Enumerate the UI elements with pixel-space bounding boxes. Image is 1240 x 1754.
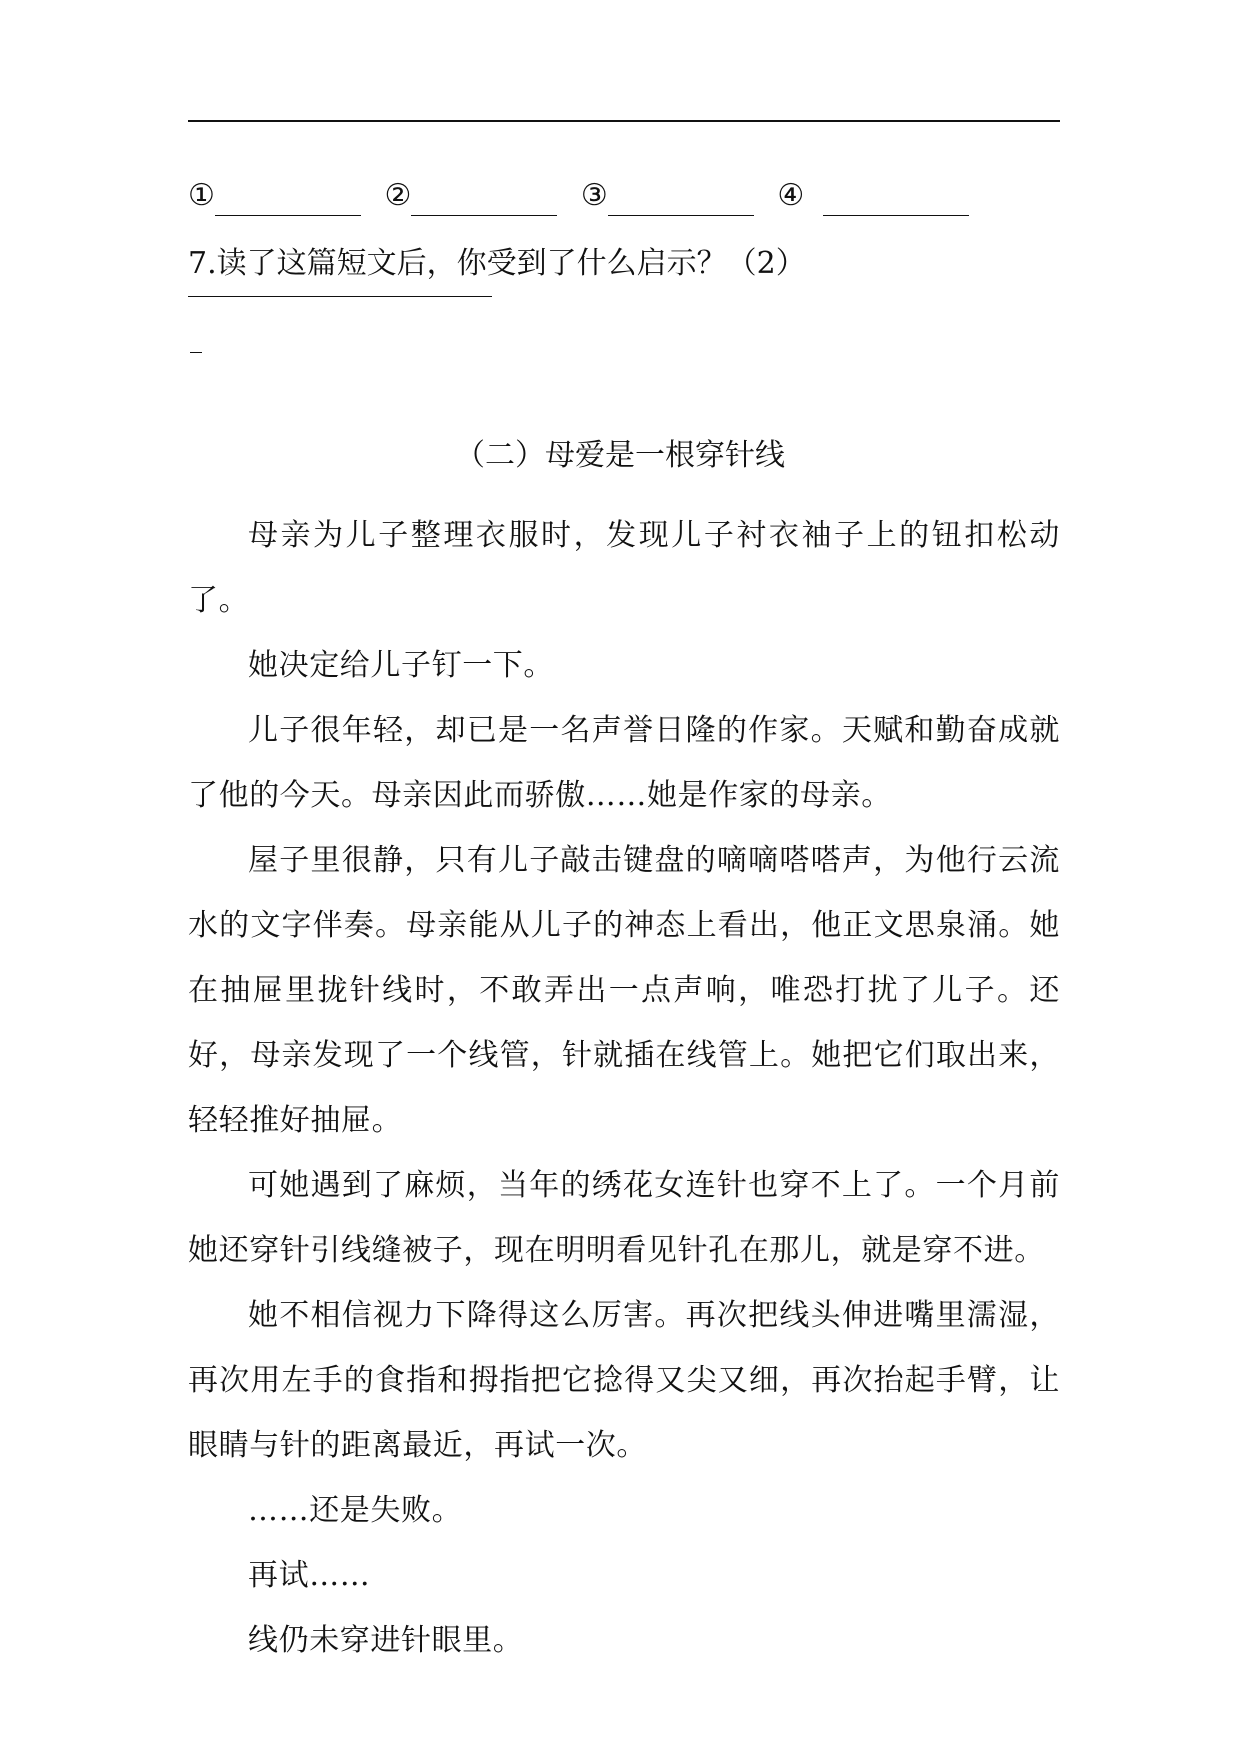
blank-line[interactable] (823, 185, 969, 216)
paragraph: 她决定给儿子钉一下。 (248, 648, 554, 683)
blank-marker: ③ (580, 178, 608, 213)
blank-marker: ② (384, 178, 412, 213)
blank-line[interactable] (215, 185, 361, 216)
blank-3 (581, 176, 754, 216)
blank-1 (188, 176, 361, 216)
blank-4 (777, 176, 969, 216)
blank-line[interactable] (608, 185, 754, 216)
blank-marker: ④ (777, 178, 805, 213)
paragraph: 再试…… (248, 1558, 371, 1593)
paragraph: 儿子很年轻，却已是一名声誉日隆的作家。天赋和勤奋成就了他的今天。母亲因此而骄傲……她是作家的母亲。 (188, 713, 1060, 813)
blank-marker: ① (188, 178, 215, 213)
blank-2 (384, 176, 557, 216)
blank-line[interactable] (411, 185, 557, 216)
paragraph: 她不相信视力下降得这么厉害。再次把线头伸进嘴里濡湿，再次用左手的食指和拇指把它捻得又尖又细，再次抬起手臂，让眼睛与针的距离最近，再试一次。 (188, 1298, 1060, 1463)
paragraph: 可她遇到了麻烦，当年的绣花女连针也穿不上了。一个月前她还穿针引线缝被子，现在明明看见针孔在那儿，就是穿不进。 (188, 1168, 1060, 1268)
question-7: 7.读了这篇短文后，你受到了什么启示？（2） (188, 246, 806, 281)
fill-in-blanks-row (188, 176, 983, 216)
paragraph: ……还是失败。 (248, 1493, 463, 1528)
section-title: （二）母爱是一根穿针线 (455, 438, 785, 473)
paragraph: 母亲为儿子整理衣服时，发现儿子衬衣袖子上的钮扣松动了。 (188, 518, 1060, 618)
paragraph: 线仍未穿进针眼里。 (248, 1623, 524, 1658)
answer-line-stub (190, 352, 202, 353)
reading-passage (188, 503, 1060, 1673)
top-answer-rule (188, 120, 1060, 122)
paragraph: 屋子里很静，只有儿子敲击键盘的嘀嘀嗒嗒声，为他行云流水的文字伴奏。母亲能从儿子的神态上看出，他正文思泉涌。她在抽屉里拢针线时，不敢弄出一点声响，唯恐打扰了儿子。还好，母亲发现了一个线管，针就插在线管上。她把它们取出来，轻轻推好抽屉。 (188, 843, 1060, 1138)
answer-line[interactable] (188, 296, 492, 297)
